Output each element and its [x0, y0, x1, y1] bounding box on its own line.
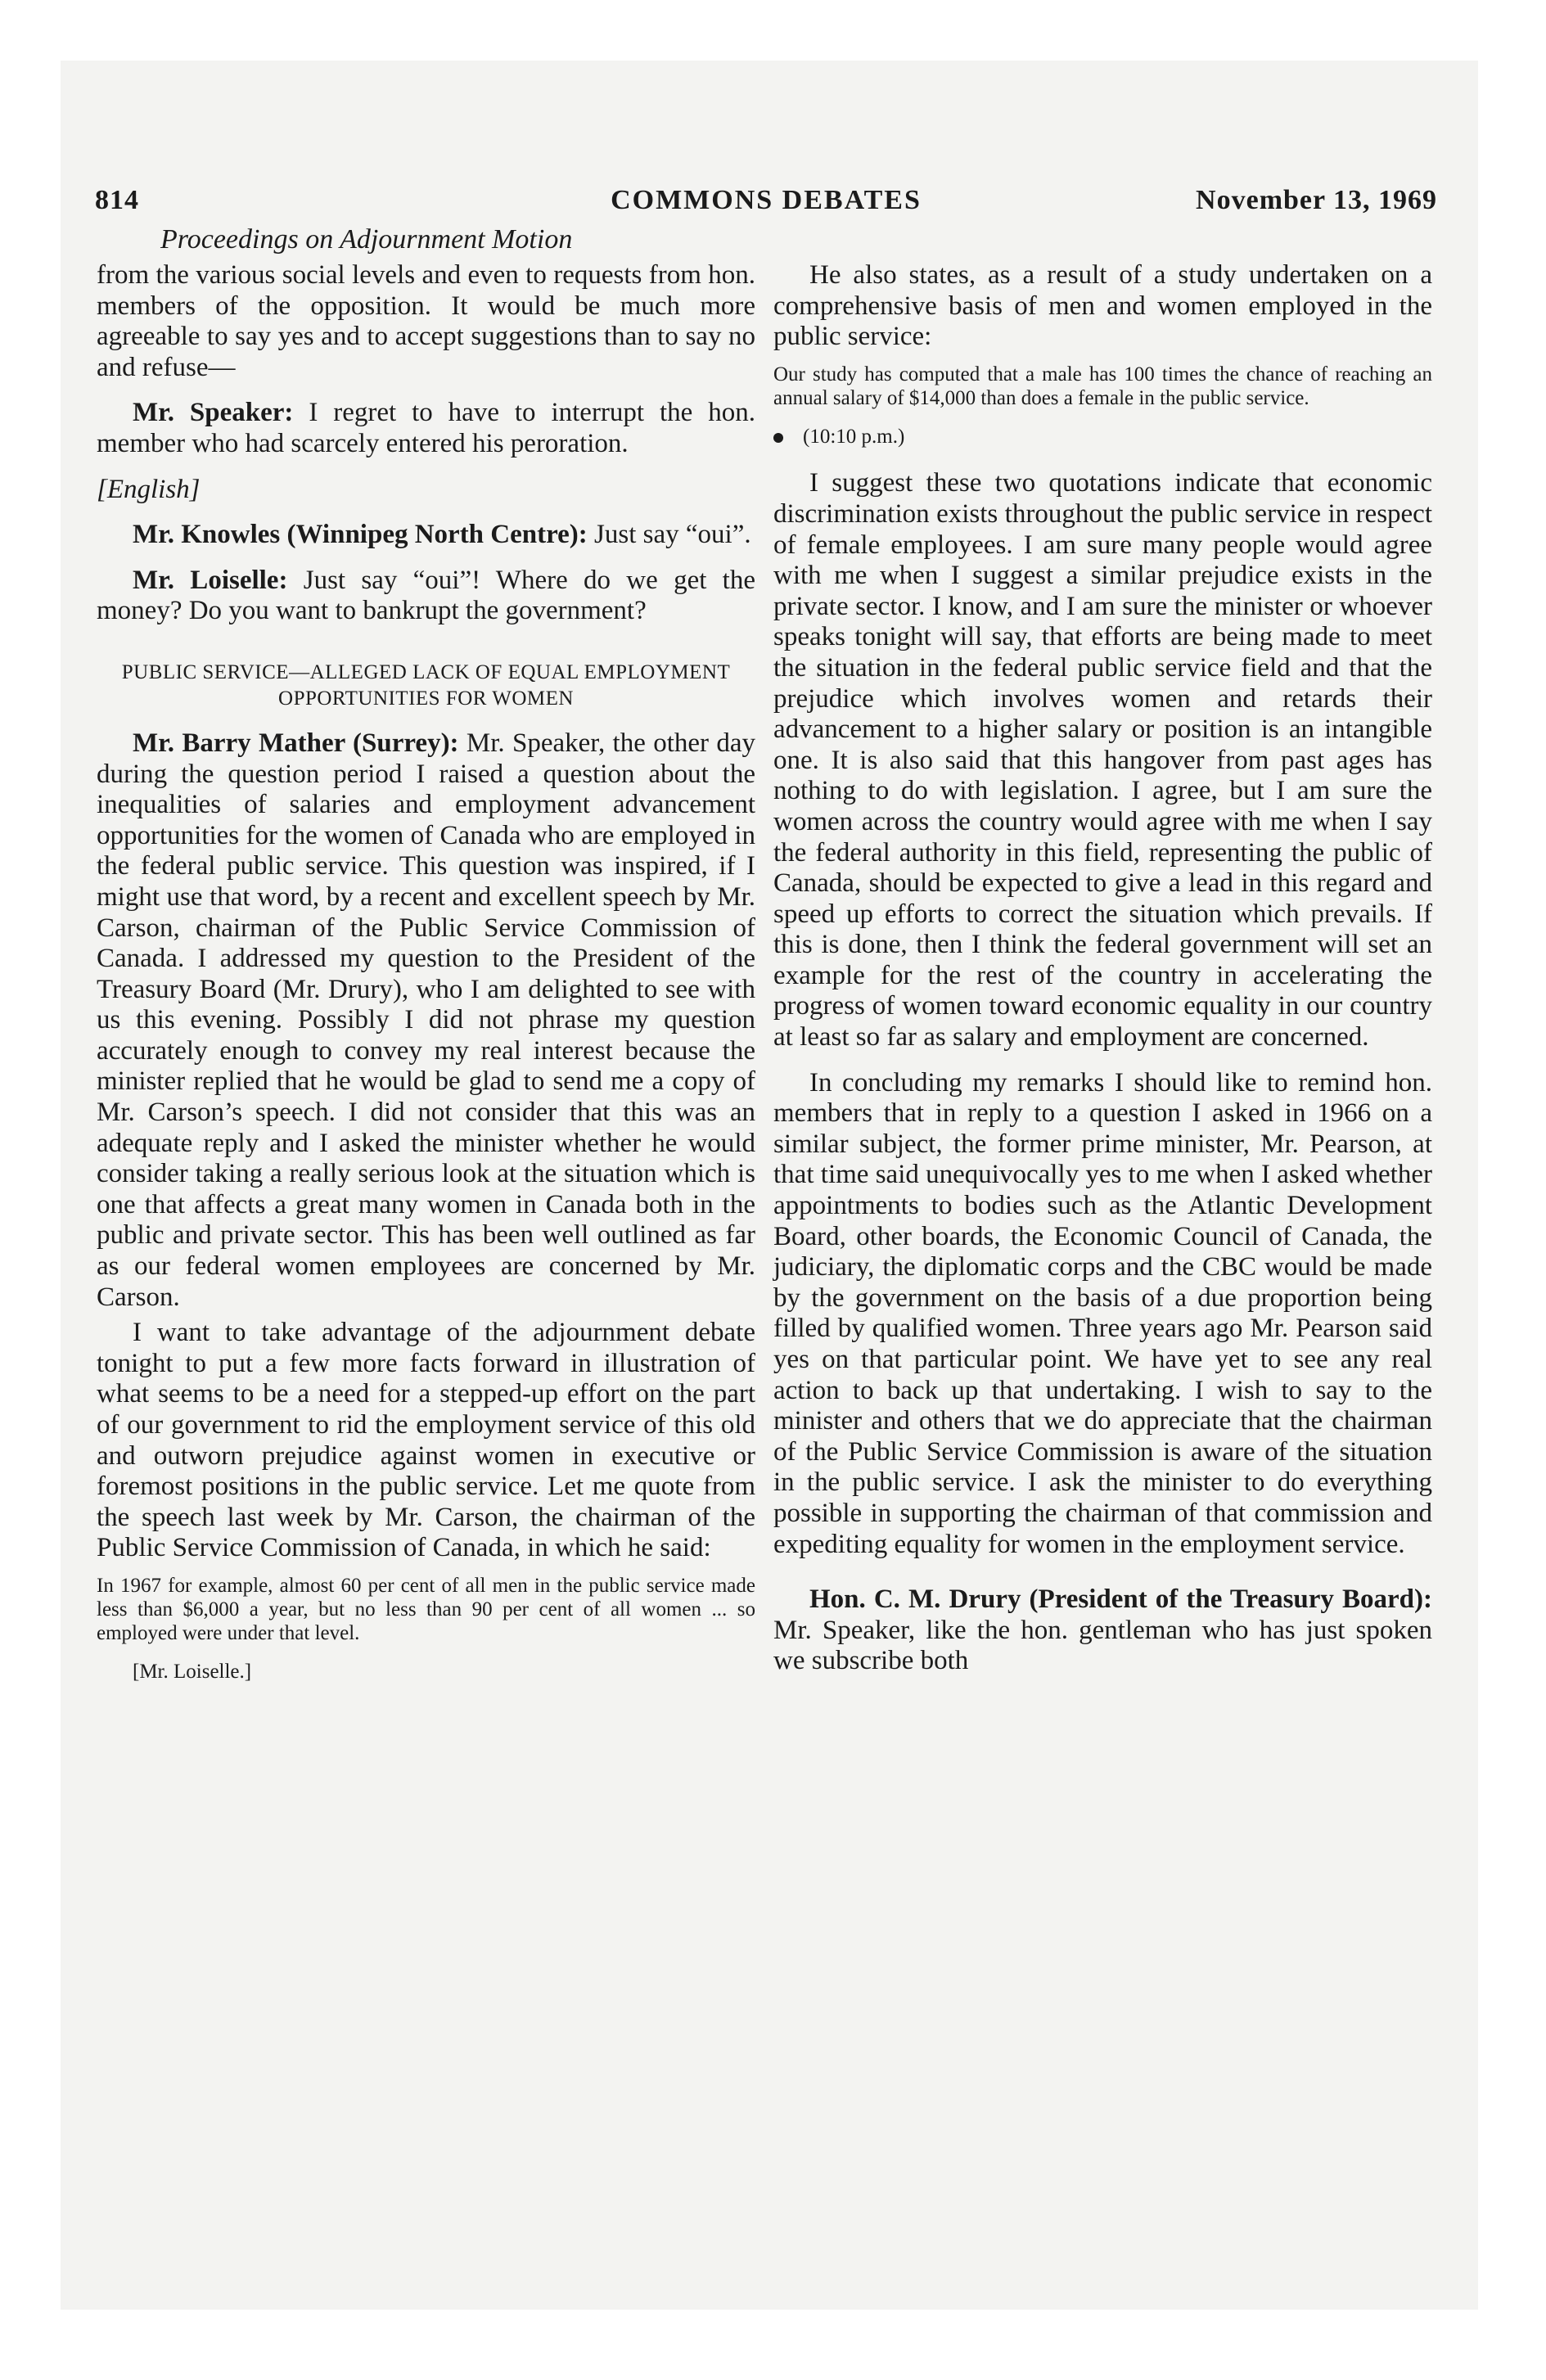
page-number: 814: [95, 185, 139, 215]
paragraph: I want to take advantage of the adjournment debate tonight to put a few more facts forward in illustration of what seems to be a need for a stepped-up effort on the part of our government to rid the employment service of this old and outworn prejudice against women in executive or foremost positions in the public service. Let me quote from the speech last week by Mr. Carson, the chairman of the Public Service Commission of Canada, in which he said:: [97, 1318, 755, 1563]
speech-text: Just say “oui”! Where do we get the money? Do you want to bankrupt the government?: [97, 565, 755, 626]
speech-text: Just say “oui”.: [587, 520, 751, 550]
time-text: (10:10 p.m.): [803, 425, 905, 448]
paragraph: [97, 566, 755, 627]
speech-text: Mr. Speaker, the other day during the question period I raised a question about the inequalities of salaries and employment advancement opportunities for the women of Canada who are employed in the federal public service. This question was inspired, if I might use that word, by a recent and excellent speech by Mr. Carson, chairman of the Public Service Commission of Canada. I addressed my question to the President of the Treasury Board (Mr. Drury), who I am delighted to see with us this evening. Possibly I did not phrase my question accurately enough to convey my real interest because the minister replied that he would be glad to send me a copy of Mr. Carson’s speech. I did not consider that this was an adequate reply and I asked the minister whether he would consider taking a really serious look at the situation which is one that affects a great many women in Canada both in the public and private sector. This has been well outlined as far as our federal women employees are concerned by Mr. Carson.: [97, 728, 755, 1312]
left-column: [97, 260, 755, 1688]
paragraph: In concluding my remarks I should like to remind hon. members that in reply to a question I asked in 1966 on a similar subject, the former prime minister, Mr. Pearson, at that time said unequivocally yes to me when I asked whether appointments to bodies such as the Atlantic Development Board, other boards, the Economic Council of Canada, the judiciary, the diplomatic corps and the CBC would be made by the government on the basis of a due proportion being filled by qualified women. Three years ago Mr. Pearson said yes on that particular point. We have yet to see any real action to back up that undertaking. I wish to say to the minister and others that we do appreciate that the chairman of the Public Service Commission is aware of the situation in the public service. I ask the minister to do everything possible in supporting the chairman of that commission and expediting equality for women in the employment service.: [773, 1067, 1432, 1559]
speaker-name: Hon. C. M. Drury (President of the Treasury Board):: [809, 1584, 1432, 1615]
paragraph: from the various social levels and even to requests from hon. members of the opposition. It would be much more agreeable to say yes and to accept suggestions than to say no and refuse—: [97, 260, 755, 382]
speaker-name: Mr. Knowles (Winnipeg North Centre):: [133, 520, 588, 550]
bullet-icon: [773, 433, 783, 443]
running-header: [95, 185, 1437, 226]
paragraph: [97, 728, 755, 1313]
issue-date: November 13, 1969: [1196, 185, 1437, 215]
paragraph: I suggest these two quotations indicate that economic discrimination exists throughout the public service in respect of female employees. I am sure many people would agree with me when I suggest a similar prejudice exists in the private sector. I know, and I am sure the minister or whoever speaks tonight will say, that efforts are being made to meet the situation in the federal public service field and that the prejudice which involves women and retards their advancement to a higher salary or position is an intangible one. It is also said that this hangover from past ages has nothing to do with legislation. I agree, but I am sure the women across the country would agree with me when I say the federal authority in this field, representing the public of Canada, should be expected to give a lead in this regard and speed up efforts to correct the situation which prevails. If this is done, then I think the federal government will set an example for the rest of the country in accelerating the progress of women toward economic equality in our country at least so far as salary and employment are concerned.: [773, 468, 1432, 1053]
block-quote: Our study has computed that a male has 100 times the chance of reaching an annual salary of $14,000 than does a female in the public service.: [773, 363, 1432, 409]
section-subtitle: Proceedings on Adjournment Motion: [160, 224, 573, 255]
paragraph: [97, 398, 755, 459]
speaker-name: Mr. Speaker:: [133, 398, 294, 428]
paragraph: [773, 1584, 1432, 1677]
language-marker: [English]: [97, 474, 201, 504]
paragraph: [97, 520, 755, 551]
speaker-name: Mr. Loiselle:: [133, 565, 288, 595]
speech-text: Mr. Speaker, like the hon. gentleman who has just spoken we subscribe both: [773, 1615, 1432, 1676]
speaker-note: [Mr. Loiselle.]: [133, 1660, 252, 1683]
block-quote: In 1967 for example, almost 60 per cent of all men in the public service made less than $6,000 a year, but no less than 90 per cent of all women ... so employed were under that level.: [97, 1574, 755, 1644]
speaker-name: Mr. Barry Mather (Surrey):: [133, 728, 459, 758]
time-marker: [773, 421, 1432, 453]
paragraph: He also states, as a result of a study undertaken on a comprehensive basis of men and women employed in the public service:: [773, 260, 1432, 352]
publication-title: COMMONS DEBATES: [611, 185, 922, 215]
section-heading: PUBLIC SERVICE—ALLEGED LACK OF EQUAL EMPLOYMENT OPPORTUNITIES FOR WOMEN: [121, 660, 731, 710]
right-column: [773, 260, 1432, 1692]
speech-text: I regret to have to interrupt the hon. member who had scarcely entered his peroration.: [97, 398, 755, 458]
